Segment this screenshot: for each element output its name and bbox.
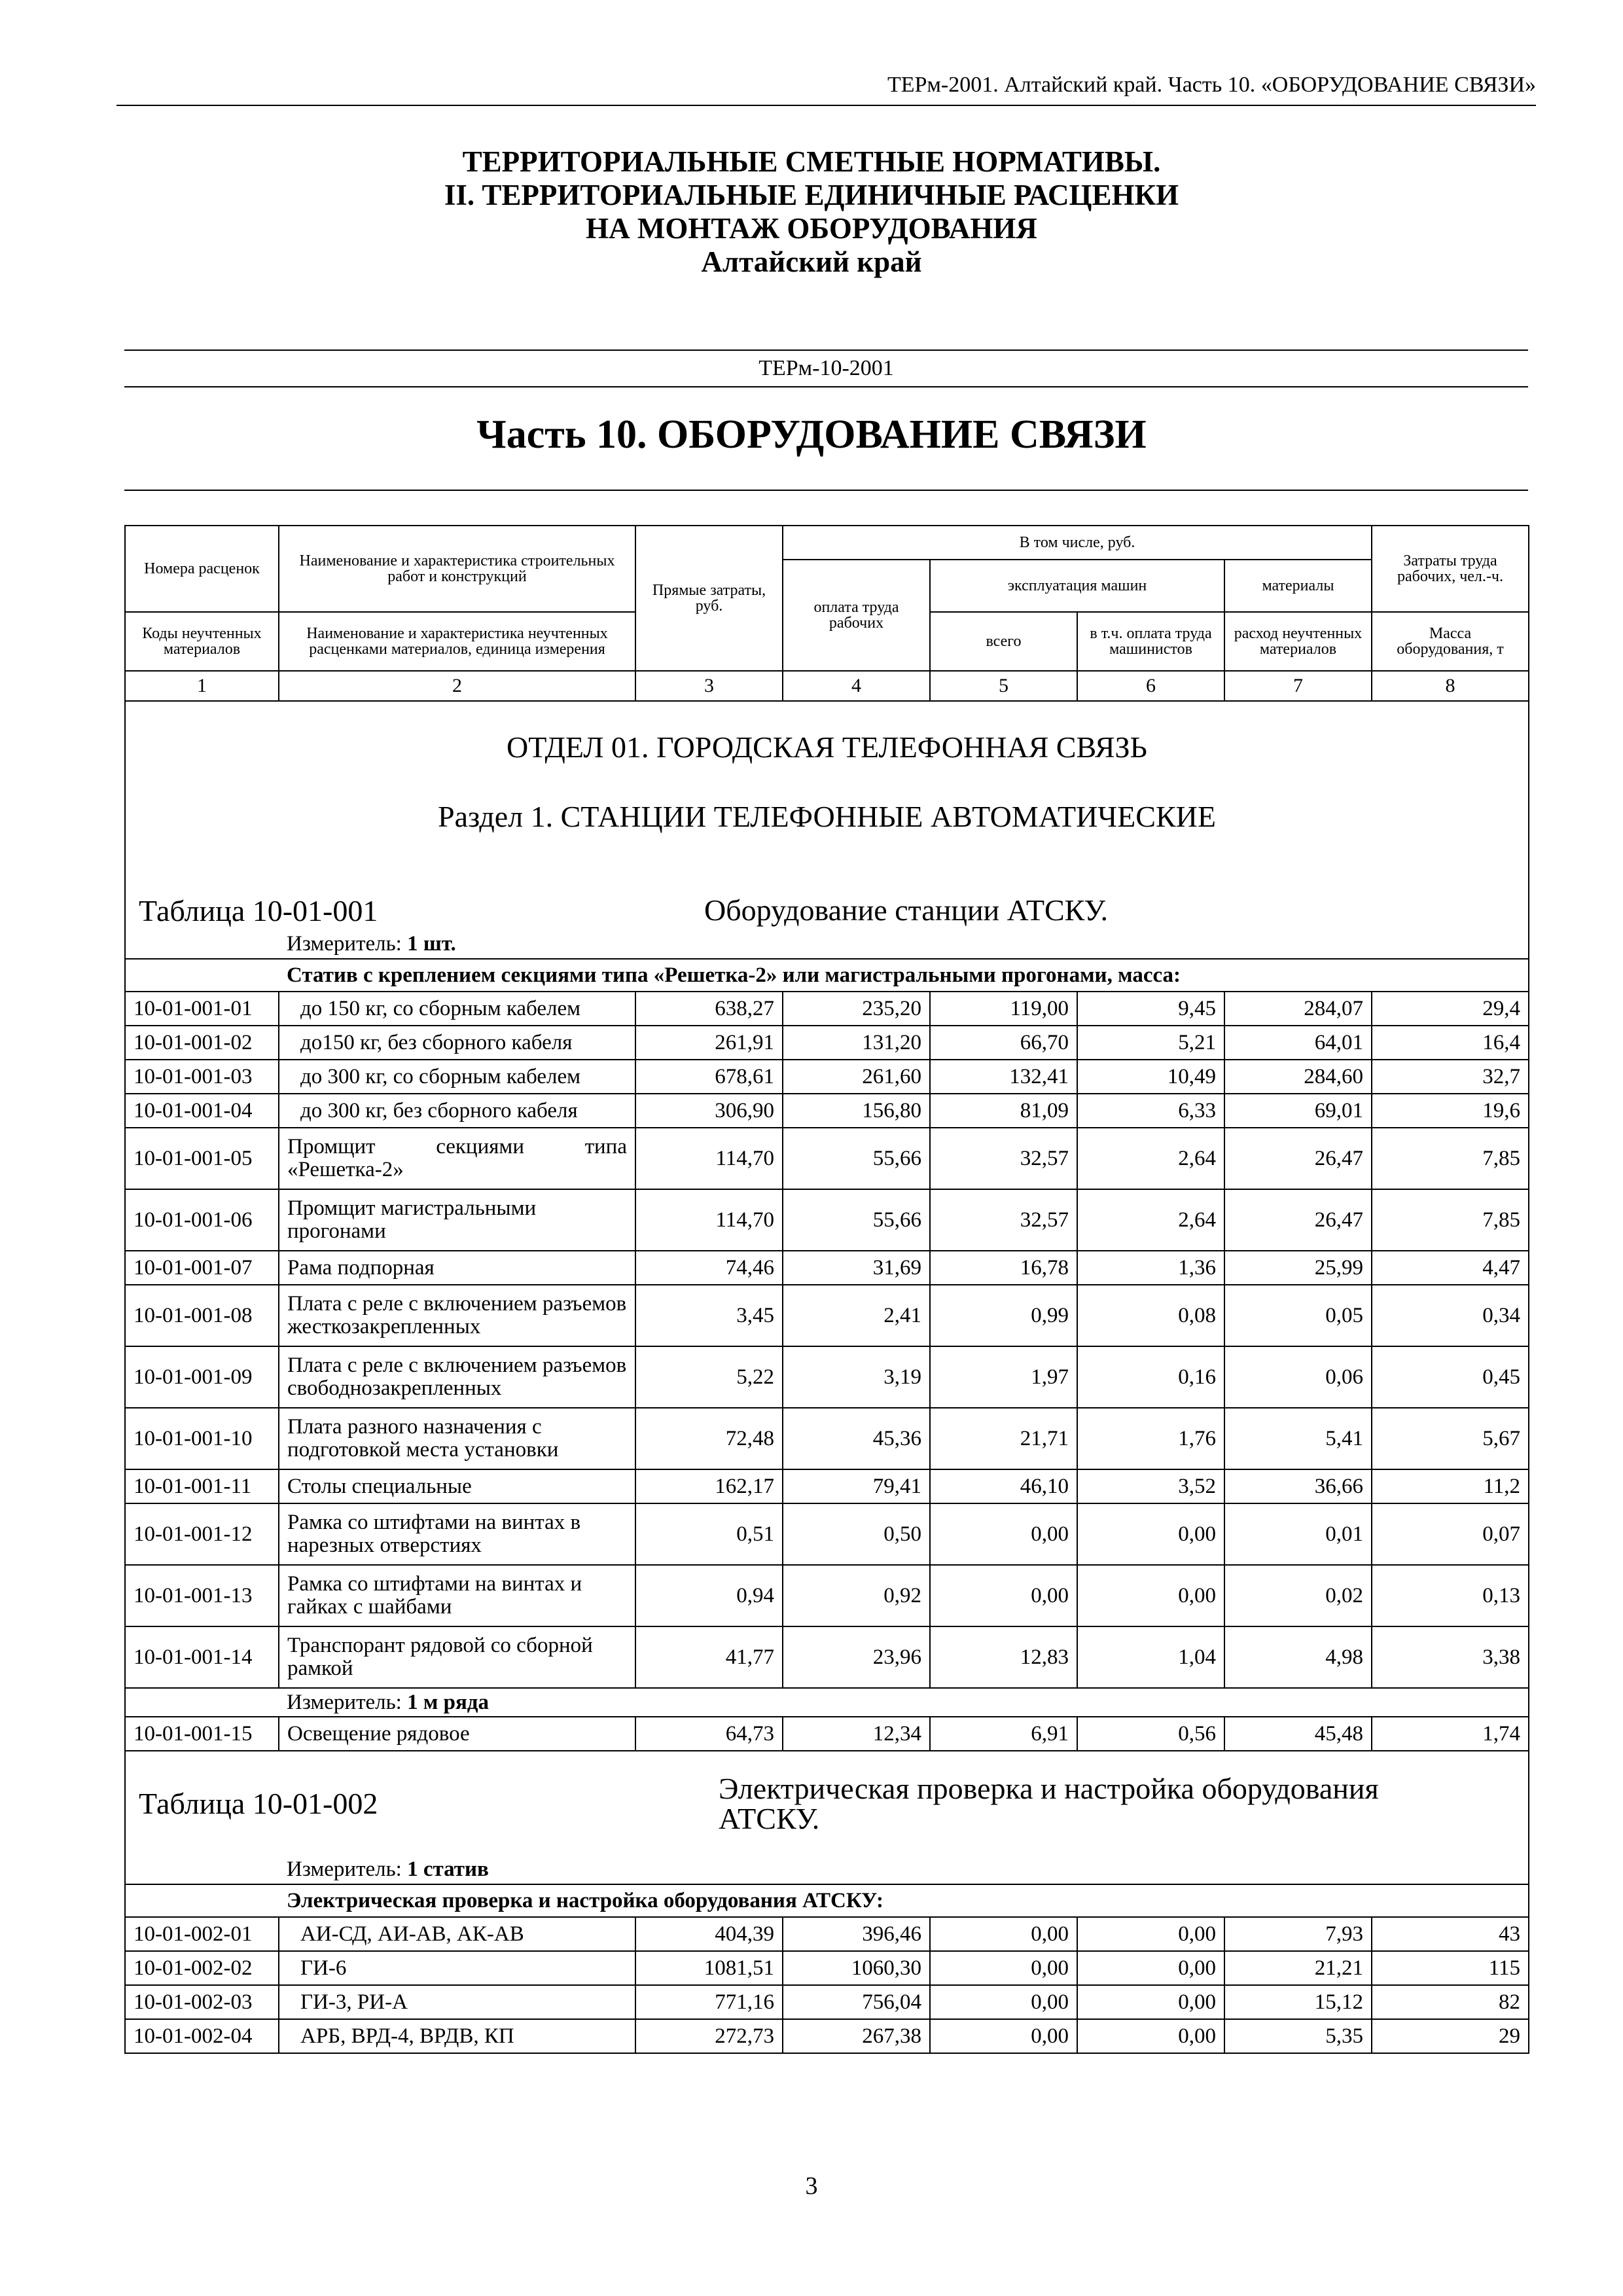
labor-pay: 12,34 (783, 1717, 930, 1751)
operator-pay: 0,00 (1077, 1951, 1224, 1985)
labor-hours: 32,7 (1372, 1060, 1529, 1094)
column-number: 7 (1224, 671, 1372, 701)
operator-pay: 6,33 (1077, 1094, 1224, 1128)
materials: 64,01 (1224, 1026, 1372, 1060)
direct-costs: 678,61 (635, 1060, 783, 1094)
materials: 0,06 (1224, 1346, 1372, 1408)
materials: 69,01 (1224, 1094, 1372, 1128)
rate-code: 10-01-001-11 (125, 1469, 279, 1503)
running-header: ТЕРм-2001. Алтайский край. Часть 10. «ОБОРУДОВАНИЕ СВЯЗИ» (116, 71, 1536, 106)
rate-code: 10-01-002-02 (125, 1951, 279, 1985)
rate-code: 10-01-001-12 (125, 1503, 279, 1565)
direct-costs: 72,48 (635, 1408, 783, 1469)
title-line-1: ТЕРРИТОРИАЛЬНЫЕ СМЕТНЫЕ НОРМАТИВЫ. (462, 145, 1161, 178)
rate-name: Плата разного назначения с подготовкой места установки (279, 1408, 635, 1469)
direct-costs: 3,45 (635, 1285, 783, 1346)
materials: 26,47 (1224, 1128, 1372, 1189)
direct-costs: 114,70 (635, 1189, 783, 1251)
rate-code: 10-01-002-01 (125, 1917, 279, 1951)
machines-total: 81,09 (930, 1094, 1077, 1128)
table1-meter-2: Измеритель: 1 м ряда (279, 1688, 1529, 1717)
machines-total: 132,41 (930, 1060, 1077, 1094)
rate-name: Рамка со штифтами на винтах в нарезных отверстиях (279, 1503, 635, 1565)
table-row (125, 1717, 1529, 1751)
rate-code: 10-01-001-13 (125, 1565, 279, 1626)
rate-code: 10-01-001-03 (125, 1060, 279, 1094)
column-number: 2 (279, 671, 635, 701)
machines-total: 32,57 (930, 1189, 1077, 1251)
table-row (125, 1251, 1529, 1285)
page-number: 3 (805, 2172, 818, 2200)
document-title (0, 145, 1623, 279)
materials: 284,60 (1224, 1060, 1372, 1094)
operator-pay: 2,64 (1077, 1128, 1224, 1189)
table2-label: Таблица 10-01-002 (125, 1751, 783, 1856)
table-row (125, 1626, 1529, 1688)
materials: 5,41 (1224, 1408, 1372, 1469)
rate-code: 10-01-001-01 (125, 992, 279, 1026)
machines-total: 12,83 (930, 1626, 1077, 1688)
operator-pay: 2,64 (1077, 1189, 1224, 1251)
direct-costs: 1081,51 (635, 1951, 783, 1985)
table-row (125, 1917, 1529, 1951)
materials: 0,02 (1224, 1565, 1372, 1626)
operator-pay: 5,21 (1077, 1026, 1224, 1060)
operator-pay: 1,04 (1077, 1626, 1224, 1688)
table1-subheading: Статив с креплением секциями типа «Решетка-2» или магистральными прогонами, масса: (279, 959, 1529, 992)
labor-hours: 5,67 (1372, 1408, 1529, 1469)
labor-hours: 16,4 (1372, 1026, 1529, 1060)
rate-name: Рама подпорная (279, 1251, 635, 1285)
materials: 25,99 (1224, 1251, 1372, 1285)
column-number: 8 (1372, 671, 1529, 701)
column-number: 5 (930, 671, 1077, 701)
rate-name: Плата с реле с включением разъемов свободнозакрепленных (279, 1346, 635, 1408)
direct-costs: 272,73 (635, 2019, 783, 2053)
table-row (125, 1565, 1529, 1626)
table-row (125, 1951, 1529, 1985)
labor-pay: 396,46 (783, 1917, 930, 1951)
operator-pay: 0,08 (1077, 1285, 1224, 1346)
labor-pay: 45,36 (783, 1408, 930, 1469)
operator-pay: 10,49 (1077, 1060, 1224, 1094)
materials: 4,98 (1224, 1626, 1372, 1688)
header-materials: материалы (1224, 560, 1372, 612)
header-labor-pay: оплата труда рабочих (783, 560, 930, 671)
operator-pay: 0,56 (1077, 1717, 1224, 1751)
document-code: ТЕРм-10-2001 (124, 350, 1528, 387)
header-equipment-mass: Масса оборудования, т (1372, 612, 1529, 671)
materials: 15,12 (1224, 1985, 1372, 2019)
labor-pay: 79,41 (783, 1469, 930, 1503)
rate-name: ГИ-6 (279, 1951, 635, 1985)
operator-pay: 0,16 (1077, 1346, 1224, 1408)
labor-pay: 23,96 (783, 1626, 930, 1688)
direct-costs: 638,27 (635, 992, 783, 1026)
labor-hours: 82 (1372, 1985, 1529, 2019)
section-title: Раздел 1. СТАНЦИИ ТЕЛЕФОННЫЕ АВТОМАТИЧЕСКИЕ (125, 793, 1529, 891)
machines-total: 46,10 (930, 1469, 1077, 1503)
machines-total: 6,91 (930, 1717, 1077, 1751)
labor-hours: 0,34 (1372, 1285, 1529, 1346)
department-title: ОТДЕЛ 01. ГОРОДСКАЯ ТЕЛЕФОННАЯ СВЯЗЬ (125, 701, 1529, 793)
header-labor-costs: Затраты труда рабочих, чел.-ч. (1372, 526, 1529, 612)
operator-pay: 0,00 (1077, 2019, 1224, 2053)
direct-costs: 404,39 (635, 1917, 783, 1951)
table-row (125, 1060, 1529, 1094)
labor-hours: 7,85 (1372, 1189, 1529, 1251)
materials: 0,01 (1224, 1503, 1372, 1565)
direct-costs: 771,16 (635, 1985, 783, 2019)
rate-code: 10-01-001-09 (125, 1346, 279, 1408)
labor-pay: 0,92 (783, 1565, 930, 1626)
table2-meter: Измеритель: 1 статив (279, 1856, 1529, 1884)
labor-pay: 1060,30 (783, 1951, 930, 1985)
table-row (125, 1408, 1529, 1469)
column-number: 3 (635, 671, 783, 701)
materials: 0,05 (1224, 1285, 1372, 1346)
rate-name: ГИ-3, РИ-А (279, 1985, 635, 2019)
title-line-3: НА МОНТАЖ ОБОРУДОВАНИЯ (586, 212, 1037, 245)
materials: 5,35 (1224, 2019, 1372, 2053)
part-title: Часть 10. ОБОРУДОВАНИЕ СВЯЗИ (476, 412, 1147, 457)
rate-code: 10-01-001-04 (125, 1094, 279, 1128)
rate-name: Промщит магистральными прогонами (279, 1189, 635, 1251)
machines-total: 16,78 (930, 1251, 1077, 1285)
table-row (125, 1503, 1529, 1565)
rate-code: 10-01-001-14 (125, 1626, 279, 1688)
labor-pay: 2,41 (783, 1285, 930, 1346)
labor-pay: 156,80 (783, 1094, 930, 1128)
rate-name: Освещение рядовое (279, 1717, 635, 1751)
table-row (125, 1985, 1529, 2019)
machines-total: 0,00 (930, 1951, 1077, 1985)
rate-code: 10-01-001-10 (125, 1408, 279, 1469)
labor-pay: 756,04 (783, 1985, 930, 2019)
rates-table (124, 525, 1529, 2054)
labor-hours: 0,13 (1372, 1565, 1529, 1626)
direct-costs: 41,77 (635, 1626, 783, 1688)
materials: 7,93 (1224, 1917, 1372, 1951)
table-row (125, 1026, 1529, 1060)
header-material-consumption: расход неучтенных материалов (1224, 612, 1372, 671)
title-line-4: Алтайский край (701, 245, 922, 278)
materials: 26,47 (1224, 1189, 1372, 1251)
table-row (125, 1189, 1529, 1251)
materials: 36,66 (1224, 1469, 1372, 1503)
table-row (125, 2019, 1529, 2053)
labor-pay: 235,20 (783, 992, 930, 1026)
table-row (125, 1346, 1529, 1408)
direct-costs: 5,22 (635, 1346, 783, 1408)
labor-pay: 131,20 (783, 1026, 930, 1060)
labor-hours: 0,07 (1372, 1503, 1529, 1565)
divider (124, 490, 1528, 491)
table2-subheading: Электрическая проверка и настройка оборудования АТСКУ: (279, 1884, 1529, 1917)
header-rate-numbers: Номера расценок (125, 526, 279, 612)
direct-costs: 74,46 (635, 1251, 783, 1285)
header-including: В том числе, руб. (783, 526, 1372, 560)
rate-code: 10-01-001-05 (125, 1128, 279, 1189)
table1-meter: Измеритель: 1 шт. (279, 930, 1529, 959)
rate-code: 10-01-001-15 (125, 1717, 279, 1751)
header-material-codes: Коды неучтенных материалов (125, 612, 279, 671)
machines-total: 0,00 (930, 2019, 1077, 2053)
direct-costs: 0,94 (635, 1565, 783, 1626)
rate-name: до 300 кг, со сборным кабелем (279, 1060, 635, 1094)
labor-pay: 0,50 (783, 1503, 930, 1565)
rate-name: Рамка со штифтами на винтах и гайках с шайбами (279, 1565, 635, 1626)
table1-label: Таблица 10-01-001 (125, 891, 783, 930)
operator-pay: 9,45 (1077, 992, 1224, 1026)
labor-hours: 1,74 (1372, 1717, 1529, 1751)
machines-total: 32,57 (930, 1128, 1077, 1189)
header-work-name: Наименование и характеристика строительных работ и конструкций (279, 526, 635, 612)
labor-pay: 267,38 (783, 2019, 930, 2053)
labor-hours: 11,2 (1372, 1469, 1529, 1503)
table-row (125, 1285, 1529, 1346)
labor-pay: 31,69 (783, 1251, 930, 1285)
rate-name: АИ-СД, АИ-АВ, АК-АВ (279, 1917, 635, 1951)
table2-title: Электрическая проверка и настройка оборудования АТСКУ. (783, 1751, 1529, 1856)
direct-costs: 261,91 (635, 1026, 783, 1060)
title-line-2: II. ТЕРРИТОРИАЛЬНЫЕ ЕДИНИЧНЫЕ РАСЦЕНКИ (444, 179, 1179, 211)
table-row (125, 992, 1529, 1026)
rate-name: Транспорант рядовой со сборной рамкой (279, 1626, 635, 1688)
header-direct-costs: Прямые затраты, руб. (635, 526, 783, 671)
rate-name: Столы специальные (279, 1469, 635, 1503)
labor-hours: 7,85 (1372, 1128, 1529, 1189)
labor-hours: 29,4 (1372, 992, 1529, 1026)
labor-hours: 43 (1372, 1917, 1529, 1951)
machines-total: 21,71 (930, 1408, 1077, 1469)
operator-pay: 1,76 (1077, 1408, 1224, 1469)
direct-costs: 0,51 (635, 1503, 783, 1565)
machines-total: 66,70 (930, 1026, 1077, 1060)
machines-total: 0,00 (930, 1503, 1077, 1565)
rate-code: 10-01-001-07 (125, 1251, 279, 1285)
rate-code: 10-01-002-04 (125, 2019, 279, 2053)
column-numbers-row (125, 671, 1529, 701)
header-operator-pay: в т.ч. оплата труда машинистов (1077, 612, 1224, 671)
column-number: 4 (783, 671, 930, 701)
labor-pay: 3,19 (783, 1346, 930, 1408)
materials: 284,07 (1224, 992, 1372, 1026)
header-material-names: Наименование и характеристика неучтенных расценками материалов, единица измерения (279, 612, 635, 671)
rate-name: АРБ, ВРД-4, ВРДВ, КП (279, 2019, 635, 2053)
materials: 45,48 (1224, 1717, 1372, 1751)
rate-code: 10-01-001-08 (125, 1285, 279, 1346)
machines-total: 1,97 (930, 1346, 1077, 1408)
labor-pay: 55,66 (783, 1128, 930, 1189)
labor-pay: 261,60 (783, 1060, 930, 1094)
table-row (125, 1094, 1529, 1128)
operator-pay: 0,00 (1077, 1503, 1224, 1565)
rate-code: 10-01-002-03 (125, 1985, 279, 2019)
rate-code: 10-01-001-06 (125, 1189, 279, 1251)
labor-hours: 115 (1372, 1951, 1529, 1985)
labor-pay: 55,66 (783, 1189, 930, 1251)
table-row (125, 1128, 1529, 1189)
operator-pay: 0,00 (1077, 1917, 1224, 1951)
table1-title: Оборудование станции АТСКУ. (783, 891, 1529, 930)
header-machines: эксплуатация машин (930, 560, 1224, 612)
materials: 21,21 (1224, 1951, 1372, 1985)
rate-name: Промщит секциями типа «Решетка-2» (279, 1128, 635, 1189)
labor-hours: 3,38 (1372, 1626, 1529, 1688)
rate-name: до 150 кг, со сборным кабелем (279, 992, 635, 1026)
direct-costs: 306,90 (635, 1094, 783, 1128)
rate-name: до 300 кг, без сборного кабеля (279, 1094, 635, 1128)
header-machines-total: всего (930, 612, 1077, 671)
direct-costs: 114,70 (635, 1128, 783, 1189)
machines-total: 0,00 (930, 1917, 1077, 1951)
operator-pay: 3,52 (1077, 1469, 1224, 1503)
machines-total: 119,00 (930, 992, 1077, 1026)
machines-total: 0,00 (930, 1565, 1077, 1626)
direct-costs: 162,17 (635, 1469, 783, 1503)
operator-pay: 0,00 (1077, 1985, 1224, 2019)
labor-hours: 19,6 (1372, 1094, 1529, 1128)
labor-hours: 0,45 (1372, 1346, 1529, 1408)
labor-hours: 29 (1372, 2019, 1529, 2053)
rate-name: Плата с реле с включением разъемов жесткозакрепленных (279, 1285, 635, 1346)
labor-hours: 4,47 (1372, 1251, 1529, 1285)
machines-total: 0,99 (930, 1285, 1077, 1346)
operator-pay: 1,36 (1077, 1251, 1224, 1285)
direct-costs: 64,73 (635, 1717, 783, 1751)
column-number: 1 (125, 671, 279, 701)
rate-name: до150 кг, без сборного кабеля (279, 1026, 635, 1060)
table-row (125, 1469, 1529, 1503)
machines-total: 0,00 (930, 1985, 1077, 2019)
operator-pay: 0,00 (1077, 1565, 1224, 1626)
column-number: 6 (1077, 671, 1224, 701)
rate-code: 10-01-001-02 (125, 1026, 279, 1060)
